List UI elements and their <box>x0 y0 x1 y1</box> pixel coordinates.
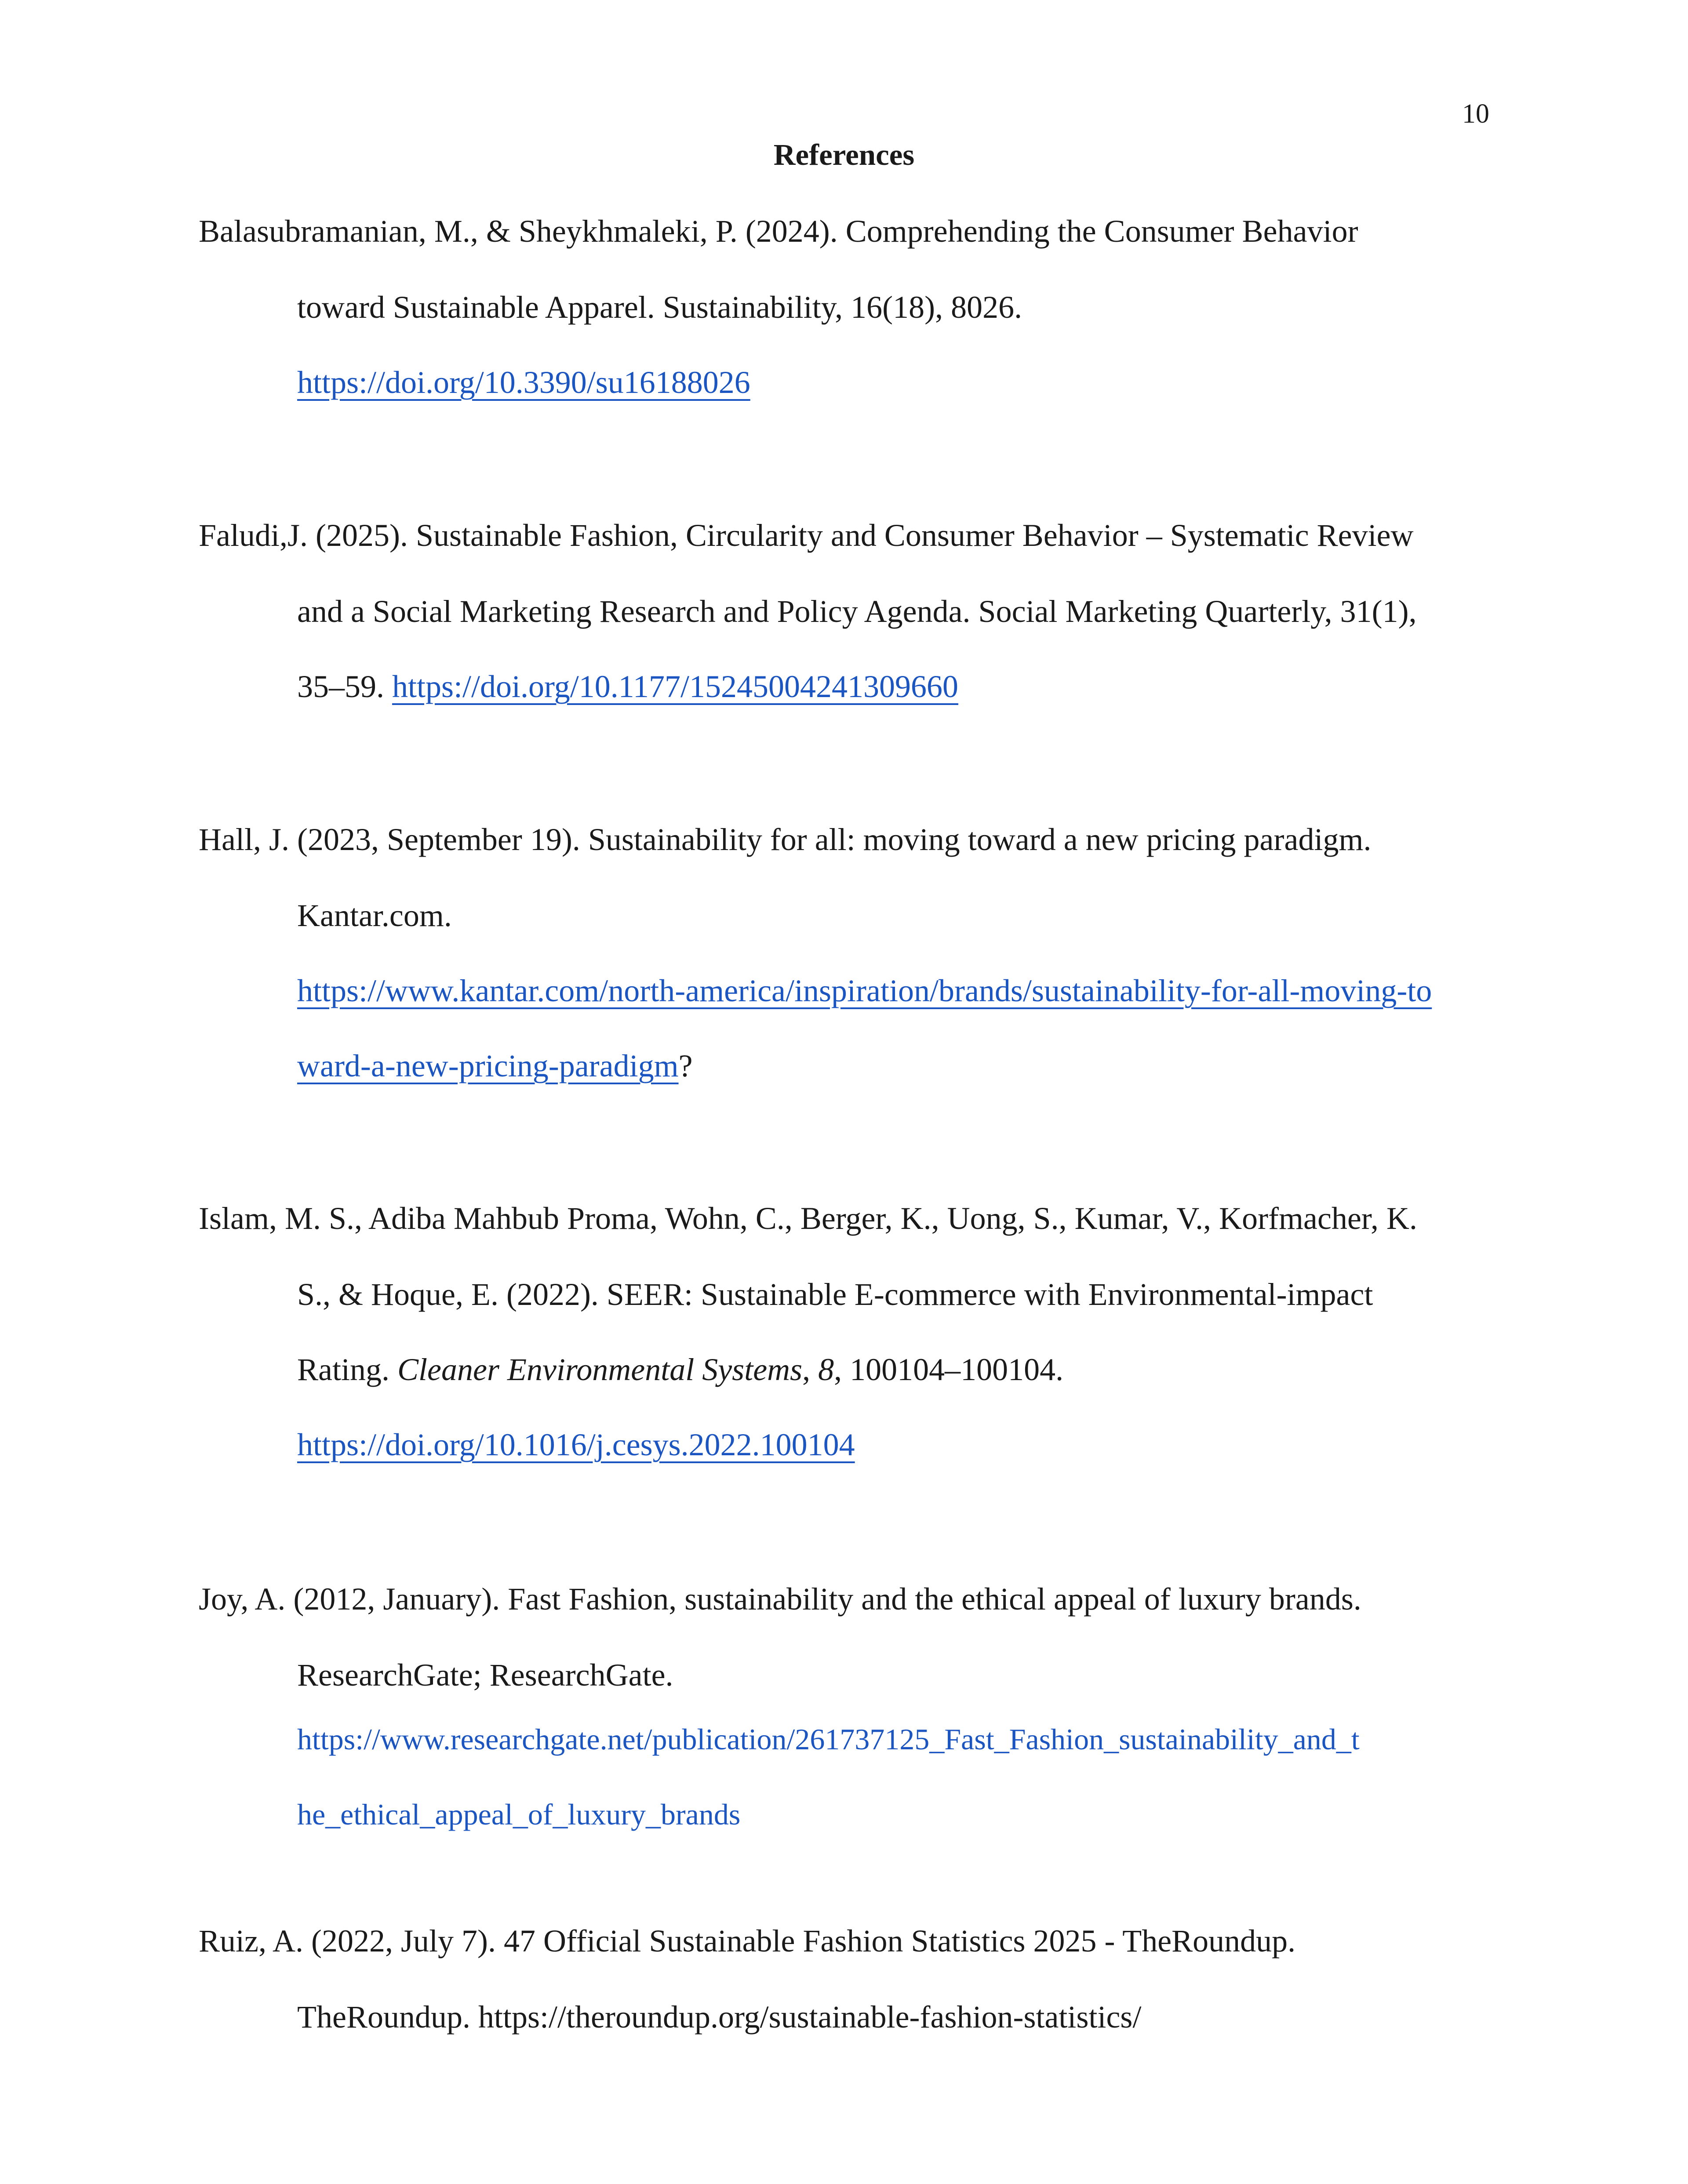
reference-2-pages: 35–59. <box>297 669 392 704</box>
reference-4-line-1: Islam, M. S., Adiba Mahbub Proma, Wohn, C., Berger, K., Uong, S., Kumar, V., Korfmacher, K. <box>199 1201 1417 1236</box>
reference-5-url-link-part-2[interactable]: he_ethical_appeal_of_luxury_brands <box>297 1798 741 1831</box>
reference-3-line-3 <box>297 975 1432 1007</box>
reference-6-line-1: Ruiz, A. (2022, July 7). 47 Official Sustainable Fashion Statistics 2025 - TheRoundup. <box>199 1923 1296 1959</box>
reference-4-pages: , 100104–100104. <box>834 1352 1064 1387</box>
reference-4-line-2: S., & Hoque, E. (2022). SEER: Sustainable E-commerce with Environmental-impact <box>297 1277 1373 1312</box>
reference-5-line-3 <box>297 1724 1360 1754</box>
reference-3-line-1: Hall, J. (2023, September 19). Sustainability for all: moving toward a new pricing paradigm. <box>199 822 1372 857</box>
reference-4-doi-link[interactable]: https://doi.org/10.1016/j.cesys.2022.100104 <box>297 1427 855 1462</box>
reference-1-line-2: toward Sustainable Apparel. Sustainability, 16(18), 8026. <box>297 290 1022 325</box>
reference-5-line-1: Joy, A. (2012, January). Fast Fashion, sustainability and the ethical appeal of luxury brands. <box>199 1581 1361 1617</box>
reference-4-journal: Cleaner Environmental Systems <box>397 1352 803 1387</box>
reference-5-line-4 <box>297 1799 740 1829</box>
reference-4-line-4 <box>297 1429 855 1461</box>
reference-2-line-2: and a Social Marketing Research and Policy Agenda. Social Marketing Quarterly, 31(1), <box>297 594 1417 629</box>
references-heading: References <box>773 138 915 171</box>
reference-1-doi-link[interactable]: https://doi.org/10.3390/su16188026 <box>297 365 750 400</box>
reference-5-url-link-part-1[interactable]: https://www.researchgate.net/publication/261737125_Fast_Fashion_sustainability_and_t <box>297 1722 1360 1756</box>
reference-4-separator: , <box>802 1352 819 1387</box>
reference-5-line-2: ResearchGate; ResearchGate. <box>297 1657 673 1693</box>
reference-1-line-3 <box>297 367 750 398</box>
page-number: 10 <box>1462 99 1489 129</box>
reference-4-volume: 8 <box>818 1352 834 1387</box>
reference-2-line-3 <box>297 671 958 702</box>
reference-3-line-2: Kantar.com. <box>297 898 452 933</box>
reference-2-line-1: Faludi,J. (2025). Sustainable Fashion, Circularity and Consumer Behavior – Systematic Review <box>199 518 1414 553</box>
reference-4-line-3 <box>297 1354 1063 1385</box>
reference-3-line-4 <box>297 1050 693 1082</box>
reference-3-url-link-part-1[interactable]: https://www.kantar.com/north-america/inspiration/brands/sustainability-for-all-moving-to <box>297 973 1432 1008</box>
reference-3-url-suffix: ? <box>678 1048 693 1083</box>
reference-4-rating-prefix: Rating. <box>297 1352 397 1387</box>
reference-6-line-2: TheRoundup. https://theroundup.org/sustainable-fashion-statistics/ <box>297 1999 1142 2035</box>
reference-3-url-link-part-2[interactable]: ward-a-new-pricing-paradigm <box>297 1048 679 1083</box>
reference-2-doi-link[interactable]: https://doi.org/10.1177/15245004241309660 <box>392 669 959 704</box>
reference-1-line-1: Balasubramanian, M., & Sheykhmaleki, P. (2024). Comprehending the Consumer Behavior <box>199 214 1358 249</box>
